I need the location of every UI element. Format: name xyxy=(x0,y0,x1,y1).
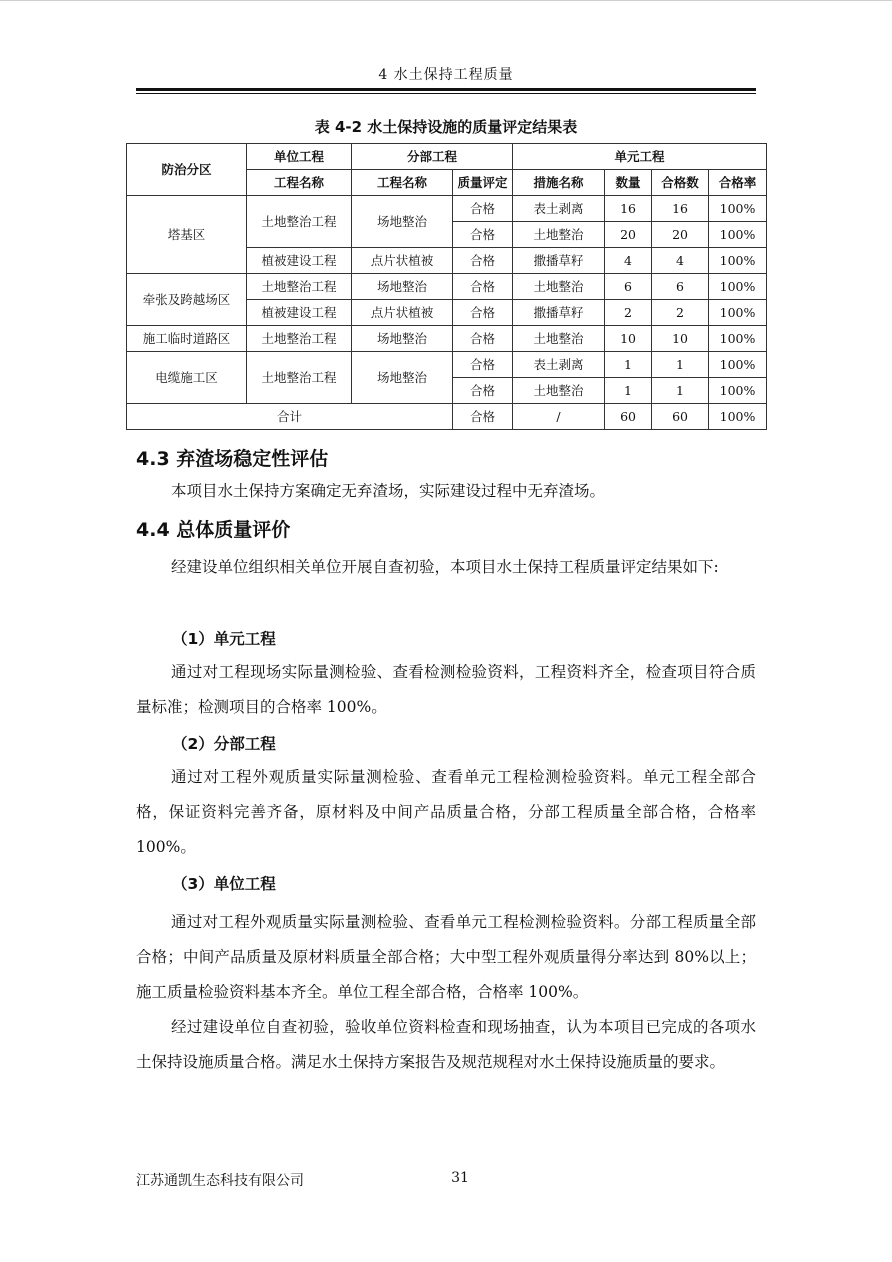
quantity-cell: 2 xyxy=(605,300,652,326)
quantity-cell: 10 xyxy=(605,326,652,352)
qualified-cell: 4 xyxy=(652,248,709,274)
subheading-sub-project: （2）分部工程 xyxy=(172,735,276,753)
measure-cell: 表土剥离 xyxy=(513,196,605,222)
measure-cell: 土地整治 xyxy=(513,326,605,352)
header-rule-thick xyxy=(136,88,756,91)
sub-project-cell: 场地整治 xyxy=(352,326,453,352)
col-header-qualified-count: 合格数 xyxy=(652,170,709,196)
rating-cell: 合格 xyxy=(453,274,513,300)
unit-project-cell: 土地整治工程 xyxy=(247,326,352,352)
col-header-sub-name: 工程名称 xyxy=(352,170,453,196)
running-header: 4 水土保持工程质量 xyxy=(378,67,514,83)
col-header-pass-rate: 合格率 xyxy=(709,170,767,196)
qualified-cell: 16 xyxy=(652,196,709,222)
paragraph: 通过对工程现场实际量测检验、查看检测检验资料，工程资料齐全，检查项目符合质量标准；检测项目的合格率 100%。 xyxy=(136,663,756,716)
quantity-cell: 60 xyxy=(605,404,652,430)
unit-project-cell: 植被建设工程 xyxy=(247,248,352,274)
page-top-border xyxy=(0,0,892,1)
rating-cell: 合格 xyxy=(453,378,513,404)
quantity-cell: 16 xyxy=(605,196,652,222)
qualified-cell: 10 xyxy=(652,326,709,352)
table-row xyxy=(127,352,767,378)
zone-cell: 施工临时道路区 xyxy=(127,326,247,352)
paragraph: 本项目水土保持方案确定无弃渣场，实际建设过程中无弃渣场。 xyxy=(171,482,606,500)
qualified-cell: 60 xyxy=(652,404,709,430)
rating-cell: 合格 xyxy=(453,404,513,430)
zone-cell: 牵张及跨越场区 xyxy=(127,274,247,326)
subheading-unit-element: （1）单元工程 xyxy=(172,630,276,648)
page-number: 31 xyxy=(451,1170,469,1186)
sub-project-cell: 场地整治 xyxy=(352,352,453,404)
col-header-quality-rating: 质量评定 xyxy=(453,170,513,196)
rating-cell: 合格 xyxy=(453,352,513,378)
measure-cell: 土地整治 xyxy=(513,222,605,248)
rating-cell: 合格 xyxy=(453,326,513,352)
section-heading-4-3: 4.3 弃渣场稳定性评估 xyxy=(136,448,329,470)
unit-project-cell: 土地整治工程 xyxy=(247,352,352,404)
col-header-quantity: 数量 xyxy=(605,170,652,196)
table-total-row xyxy=(127,404,767,430)
total-label-cell: 合计 xyxy=(127,404,453,430)
table-header-row xyxy=(127,144,767,170)
paragraph: 经建设单位组织相关单位开展自查初验，本项目水土保持工程质量评定结果如下: xyxy=(171,558,719,576)
quality-assessment-table xyxy=(126,143,767,430)
unit-project-cell: 土地整治工程 xyxy=(247,274,352,300)
zone-cell: 塔基区 xyxy=(127,196,247,274)
table-row xyxy=(127,274,767,300)
sub-project-cell: 场地整治 xyxy=(352,274,453,300)
qualified-cell: 20 xyxy=(652,222,709,248)
unit-project-cell: 土地整治工程 xyxy=(247,196,352,248)
rate-cell: 100% xyxy=(709,222,767,248)
col-header-sub-project: 分部工程 xyxy=(352,144,513,170)
quantity-cell: 4 xyxy=(605,248,652,274)
table-row xyxy=(127,326,767,352)
section-heading-4-4: 4.4 总体质量评价 xyxy=(136,519,291,541)
qualified-cell: 1 xyxy=(652,352,709,378)
col-header-element-project: 单元工程 xyxy=(513,144,767,170)
measure-cell: 撒播草籽 xyxy=(513,300,605,326)
rate-cell: 100% xyxy=(709,196,767,222)
quantity-cell: 1 xyxy=(605,378,652,404)
table-row xyxy=(127,196,767,222)
rate-cell: 100% xyxy=(709,378,767,404)
paragraph: 通过对工程外观质量实际量测检验、查看单元工程检测检验资料。分部工程质量全部合格；中间产品质量及原材料质量全部合格；大中型工程外观质量得分率达到 80%以上；施工质量检验资料基本齐全。单位工程全部合格，合格率 100%。 xyxy=(136,913,756,1001)
rate-cell: 100% xyxy=(709,352,767,378)
measure-cell: 土地整治 xyxy=(513,378,605,404)
rating-cell: 合格 xyxy=(453,196,513,222)
qualified-cell: 2 xyxy=(652,300,709,326)
sub-project-cell: 点片状植被 xyxy=(352,248,453,274)
qualified-cell: 6 xyxy=(652,274,709,300)
rating-cell: 合格 xyxy=(453,222,513,248)
measure-cell: 表土剥离 xyxy=(513,352,605,378)
rate-cell: 100% xyxy=(709,404,767,430)
measure-cell: 撒播草籽 xyxy=(513,248,605,274)
measure-cell: 土地整治 xyxy=(513,274,605,300)
header-rule-thin xyxy=(136,93,756,94)
rating-cell: 合格 xyxy=(453,300,513,326)
footer-company-name: 江苏通凯生态科技有限公司 xyxy=(136,1173,304,1189)
col-header-unit-project: 单位工程 xyxy=(247,144,352,170)
rate-cell: 100% xyxy=(709,274,767,300)
paragraph: 经过建设单位自查初验，验收单位资料检查和现场抽查，认为本项目已完成的各项水土保持设施质量合格。满足水土保持方案报告及规范规程对水土保持设施质量的要求。 xyxy=(136,1018,756,1071)
col-header-project-name: 工程名称 xyxy=(247,170,352,196)
measure-cell: / xyxy=(513,404,605,430)
rate-cell: 100% xyxy=(709,326,767,352)
unit-project-cell: 植被建设工程 xyxy=(247,300,352,326)
subheading-unit-project: （3）单位工程 xyxy=(172,875,276,893)
table-title: 表 4-2 水土保持设施的质量评定结果表 xyxy=(314,118,578,136)
sub-project-cell: 场地整治 xyxy=(352,196,453,248)
qualified-cell: 1 xyxy=(652,378,709,404)
quantity-cell: 20 xyxy=(605,222,652,248)
sub-project-cell: 点片状植被 xyxy=(352,300,453,326)
rate-cell: 100% xyxy=(709,248,767,274)
quantity-cell: 6 xyxy=(605,274,652,300)
paragraph: 通过对工程外观质量实际量测检验、查看单元工程检测检验资料。单元工程全部合格，保证资料完善齐备，原材料及中间产品质量合格，分部工程质量全部合格，合格率 100%。 xyxy=(136,768,756,856)
col-header-measure-name: 措施名称 xyxy=(513,170,605,196)
zone-cell: 电缆施工区 xyxy=(127,352,247,404)
rate-cell: 100% xyxy=(709,300,767,326)
quantity-cell: 1 xyxy=(605,352,652,378)
col-header-zone: 防治分区 xyxy=(127,144,247,196)
rating-cell: 合格 xyxy=(453,248,513,274)
